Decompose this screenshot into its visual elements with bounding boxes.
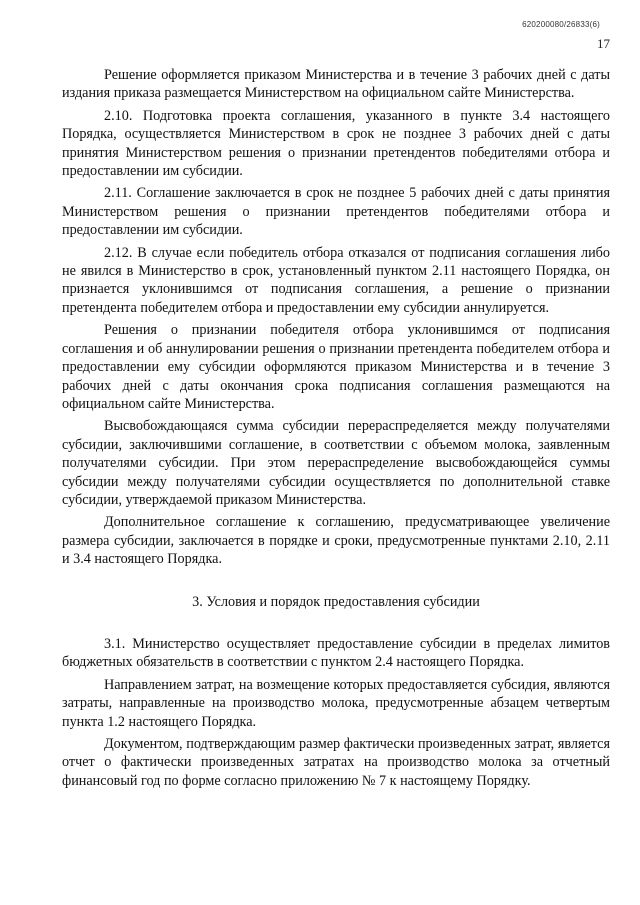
paragraph-decision-publication: Решение оформляется приказом Министерства и в течение 3 рабочих дней с даты издания приказа размещается Министерством на официальном сайте Министерства. bbox=[62, 67, 610, 102]
paragraph-redistribution: Высвобождающаяся сумма субсидии перераспределяется между получателями субсидии, заключившими соглашение, в соответствии с объемом молока, заявленным получателями субсидии. При этом перераспределение высвобождающейся суммы субсидии между получателями субсидии осуществляется по дополнительной ставке субсидии, утверждаемой приказом Министерства. bbox=[62, 418, 610, 508]
paragraph-evasion-decisions: Решения о признании победителя отбора уклонившимся от подписания соглашения и об аннулировании решения о признании претендента победителем отбора и предоставлении ему субсидии оформляются приказом Министерства и в течение 3 рабочих дней с даты окончания срока подписания соглашения размещаются на официальном сайте Министерства. bbox=[62, 322, 610, 412]
paragraph-3-1: 3.1. Министерство осуществляет предоставление субсидии в пределах лимитов бюджетных обязательств в соответствии с пунктом 2.4 настоящего Порядка. bbox=[62, 635, 610, 671]
paragraph-2-11: 2.11. Соглашение заключается в срок не позднее 5 рабочих дней с даты принятия Министерством решения о признании претендентов победителями отбора и предоставлении им субсидии. bbox=[62, 185, 610, 239]
paragraph-cost-document: Документом, подтверждающим размер фактически произведенных затрат, является отчет о фактически произведенных затратах на производство молока за отчетный финансовый год по форме согласно приложению № 7 к настоящему Порядку. bbox=[62, 736, 610, 789]
document-body bbox=[62, 66, 610, 794]
paragraph-cost-direction: Направлением затрат, на возмещение которых предоставляется субсидия, являются затраты, направленные на производство молока, предусмотренные абзацем четвертым пункта 1.2 настоящего Порядка. bbox=[62, 676, 610, 730]
document-id: 620200080/26833(6) bbox=[522, 20, 600, 29]
paragraph-additional-agreement: Дополнительное соглашение к соглашению, предусматривающее увеличение размера субсидии, заключается в порядке и сроки, предусмотренные пунктами 2.10, 2.11 и 3.4 настоящего Порядка. bbox=[62, 514, 610, 568]
page-number: 17 bbox=[597, 36, 610, 51]
section-heading: 3. Условия и порядок предоставления субсидии bbox=[192, 593, 480, 610]
paragraph-2-10: 2.10. Подготовка проекта соглашения, указанного в пункте 3.4 настоящего Порядка, осуществляется Министерством в срок не позднее 3 рабочих дней с даты принятия Министерством решения о признании претендентов победителями отбора и предоставлении им субсидии. bbox=[62, 107, 610, 180]
paragraph-2-12: 2.12. В случае если победитель отбора отказался от подписания соглашения либо не явился в Министерство в срок, установленный пунктом 2.11 настоящего Порядка, он признается уклонившимся от подписания соглашения, а решение о признании претендента победителем отбора и предоставлении ему субсидии аннулируется. bbox=[62, 244, 610, 316]
